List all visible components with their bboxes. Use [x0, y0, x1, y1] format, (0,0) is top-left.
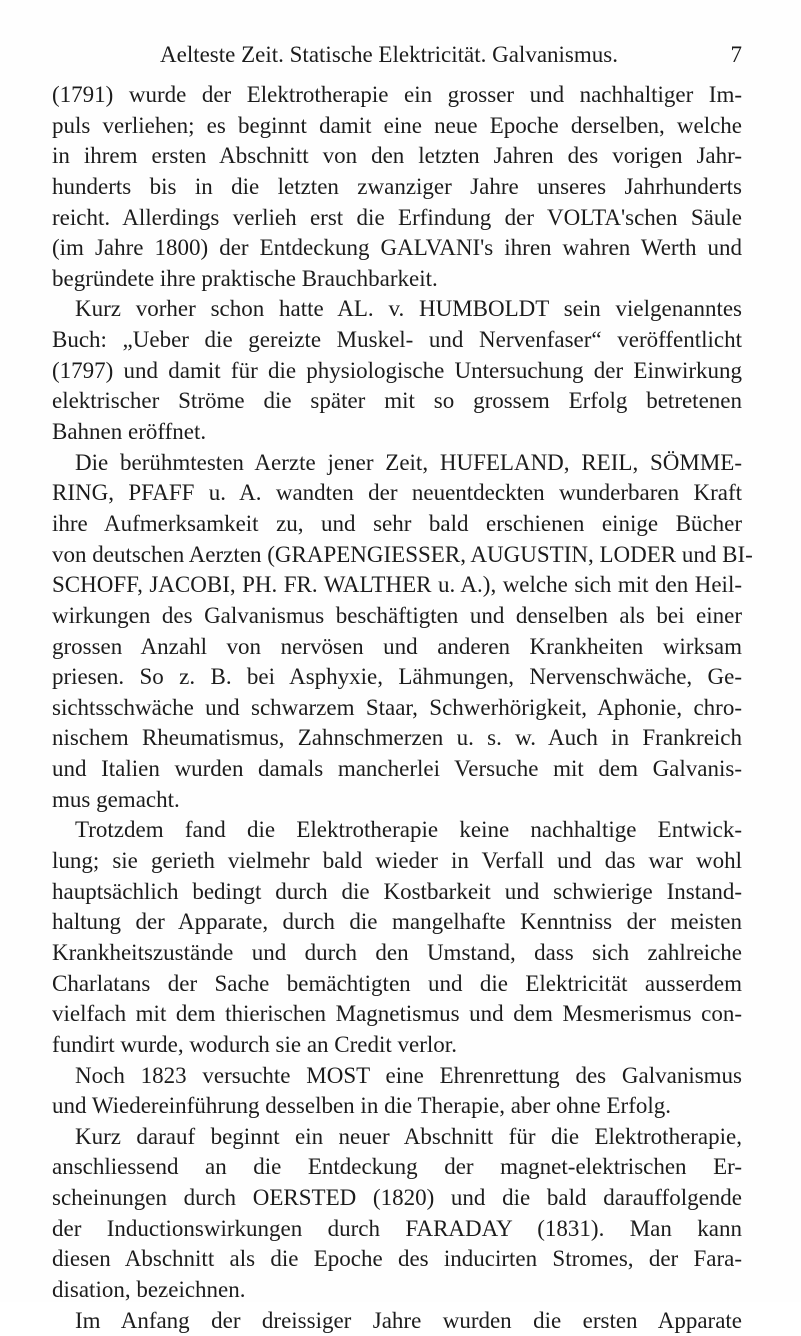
text-line: (im Jahre 1800) der Entdeckung GALVANI's ihren wahren Werth und — [52, 235, 742, 261]
text-line: vielfach mit dem thierischen Magnetismus und dem Mesmerismus con- — [52, 1001, 742, 1027]
text-line: priesen. So z. B. bei Asphyxie, Lähmungen, Nervenschwäche, Ge- — [52, 664, 742, 690]
text-line: fundirt wurde, wodurch sie an Credit verlor. — [52, 1031, 457, 1057]
text-line: grossen Anzahl von nervösen und anderen Krankheiten wirksam — [52, 633, 742, 659]
text-line: disation, bezeichnen. — [52, 1276, 246, 1302]
text-line: Im Anfang der dreissiger Jahre wurden die ersten Apparate — [75, 1307, 742, 1333]
text-line: Die berühmtesten Aerzte jener Zeit, HUFELAND, REIL, SÖMME- — [75, 449, 742, 475]
text-line: Krankheitszustände und durch den Umstand, dass sich zahlreiche — [52, 939, 742, 965]
text-line: lung; sie gerieth vielmehr bald wieder in Verfall und das war wohl — [52, 848, 742, 874]
text-line: Buch: „Ueber die gereizte Muskel- und Nervenfaser“ veröffentlicht — [52, 327, 742, 353]
text-line: Kurz vorher schon hatte AL. v. HUMBOLDT sein vielgenanntes — [75, 296, 742, 322]
text-line: haltung der Apparate, durch die mangelhafte Kenntniss der meisten — [52, 909, 742, 935]
text-line: von deutschen Aerzten (GRAPENGIESSER, AUGUSTIN, LODER und BI- — [52, 541, 753, 567]
text-line: Kurz darauf beginnt ein neuer Abschnitt für die Elektrotherapie, — [75, 1123, 742, 1149]
text-line: puls verliehen; es beginnt damit eine neue Epoche derselben, welche — [52, 112, 742, 138]
text-line: reicht. Allerdings verlieh erst die Erfindung der VOLTA'schen Säule — [52, 204, 742, 230]
text-line: hauptsächlich bedingt durch die Kostbarkeit und schwierige Instand- — [52, 878, 742, 904]
page-number: 7 — [730, 42, 742, 67]
page-header — [52, 40, 742, 70]
body-text — [52, 80, 753, 1336]
text-line: begründete ihre praktische Brauchbarkeit. — [52, 265, 438, 291]
text-line: anschliessend an die Entdeckung der magnet-elektrischen Er- — [52, 1154, 742, 1180]
text-line: elektrischer Ströme die später mit so grossem Erfolg betretenen — [52, 388, 742, 414]
text-line: RING, PFAFF u. A. wandten der neuentdeckten wunderbaren Kraft — [52, 480, 742, 506]
text-line: SCHOFF, JACOBI, PH. FR. WALTHER u. A.), welche sich mit den Heil- — [52, 572, 742, 598]
text-line: scheinungen durch OERSTED (1820) und die bald darauffolgende — [52, 1185, 742, 1211]
text-line: diesen Abschnitt als die Epoche des inducirten Stromes, der Fara- — [52, 1246, 742, 1272]
text-line: und Italien wurden damals mancherlei Versuche mit dem Galvanis- — [52, 756, 742, 782]
text-line: Bahnen eröffnet. — [52, 419, 207, 445]
text-line: ihre Aufmerksamkeit zu, und sehr bald erschienen einige Bücher — [52, 510, 742, 536]
text-line: mus gemacht. — [52, 786, 180, 812]
text-line: und Wiedereinführung desselben in die Therapie, aber ohne Erfolg. — [52, 1093, 672, 1119]
text-line: Charlatans der Sache bemächtigten und die Elektricität ausserdem — [52, 970, 742, 996]
text-line: hunderts bis in die letzten zwanziger Jahre unseres Jahrhunderts — [52, 173, 742, 199]
text-line: in ihrem ersten Abschnitt von den letzten Jahren des vorigen Jahr- — [52, 143, 742, 169]
text-line: (1797) und damit für die physiologische Untersuchung der Einwirkung — [52, 357, 742, 383]
text-line: der Inductionswirkungen durch FARADAY (1831). Man kann — [52, 1215, 742, 1241]
text-line: Noch 1823 versuchte MOST eine Ehrenrettung des Galvanismus — [75, 1062, 742, 1088]
text-line: (1791) wurde der Elektrotherapie ein grosser und nachhaltiger Im- — [52, 82, 742, 107]
running-head: Aelteste Zeit. Statische Elektricität. Galvanismus. — [160, 42, 618, 67]
text-line: nischem Rheumatismus, Zahnschmerzen u. s. w. Auch in Frankreich — [52, 725, 742, 751]
text-line: sichtsschwäche und schwarzem Staar, Schwerhörigkeit, Aphonie, chro- — [52, 694, 742, 720]
text-line: Trotzdem fand die Elektrotherapie keine nachhaltige Entwick- — [75, 817, 742, 843]
text-line: wirkungen des Galvanismus beschäftigten und denselben als bei einer — [52, 602, 742, 628]
